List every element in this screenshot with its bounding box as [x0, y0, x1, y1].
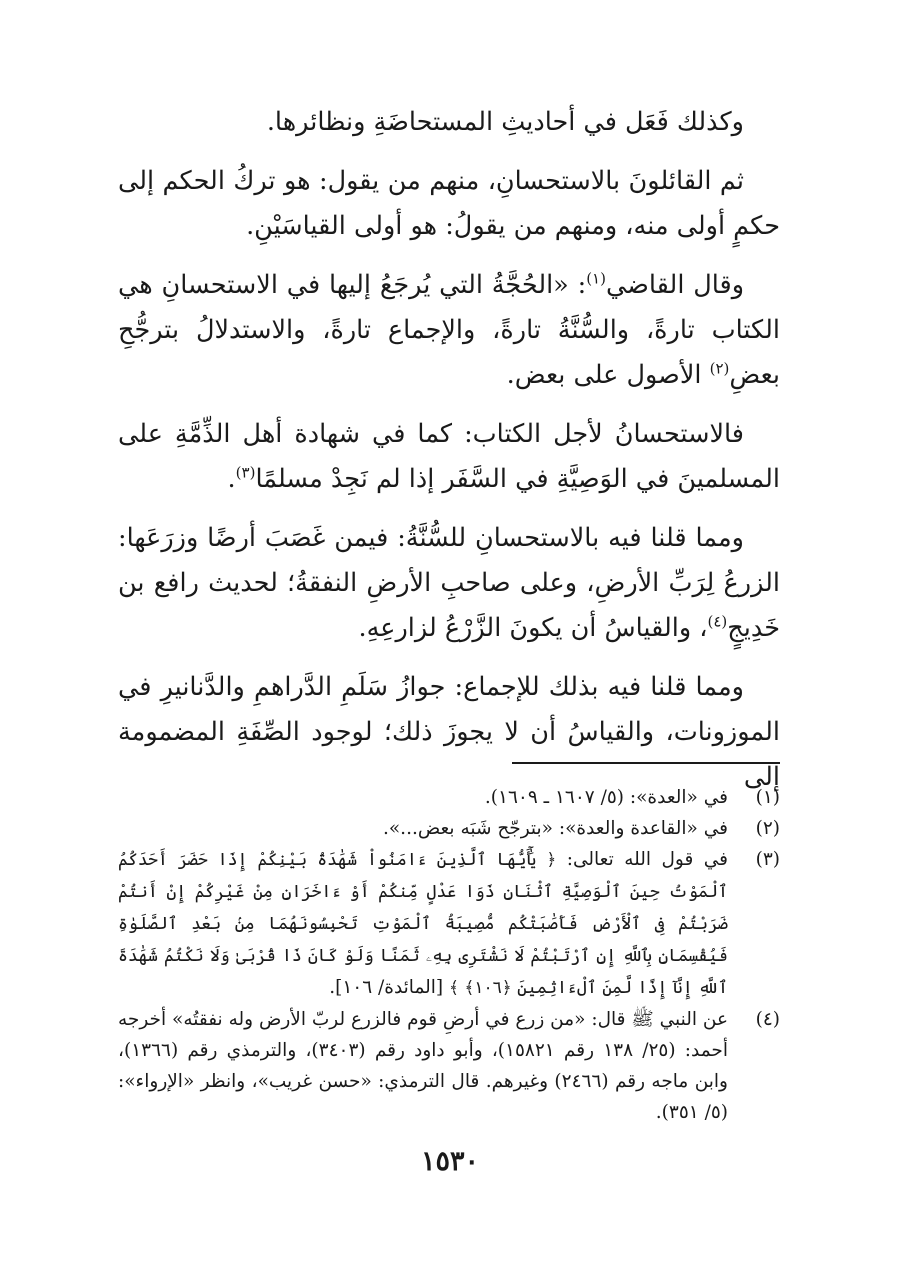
- footnote-4: [118, 1004, 780, 1128]
- page-number: ١٥٣٠: [420, 1146, 479, 1177]
- footnotes: [118, 782, 780, 1128]
- paragraph-2: ثم القائلونَ بالاستحسانِ، منهم من يقول: هو تركُ الحكم إلى حكمٍ أولى منه، ومنهم من يقولُ: هو أولى القياسَيْنِ.: [118, 166, 780, 241]
- footnote-number: (٣): [755, 849, 780, 870]
- footnote-number: (١): [755, 787, 780, 808]
- footnote-divider: [512, 762, 780, 764]
- paragraph-3: وقال القاضي$^{(١)}$: «الحُجَّةُ التي يُرجَعُ إليها في الاستحسانِ هي الكتاب تارةً، والسُّنَّةُ تارةً، والإجماع تارةً، والاستدلالُ بترجُّحِ بعضِ$^{(٢)}$ الأصول على بعض.: [118, 269, 780, 390]
- footnote-text: في «القاعدة والعدة»: «بترجّح شَبَه بعض...».: [382, 818, 728, 839]
- footnote-number: (٢): [755, 818, 780, 839]
- quran-verse: ﴿ يَٰٓأَيُّهَا ٱلَّذِينَ ءَامَنُواْ شَهَٰدَةُ بَيْنِكُمْ إِذَا حَضَرَ أَحَدَكُمُ ٱلْمَوْتُ حِينَ ٱلْوَصِيَّةِ ٱثْنَانِ ذَوَا عَدْلٍ مِّنكُمْ أَوْ ءَاخَرَانِ مِنْ غَيْرِكُمْ إِنْ أَنتُمْ ضَرَبْتُمْ فِى ٱلْأَرْضِ فَأَصَٰبَتْكُم مُّصِيبَةُ ٱلْمَوْتِ تَحْبِسُونَهُمَا مِنۢ بَعْدِ ٱلصَّلَوٰةِ فَيُقْسِمَانِ بِٱللَّهِ إِنِ ٱرْتَبْتُمْ لَا نَشْتَرِى بِهِۦ ثَمَنًا وَلَوْ كَانَ ذَا قُرْبَىٰ وَلَا نَكْتُمُ شَهَٰدَةَ ٱللَّهِ إِنَّآ إِذًا لَّمِنَ ٱلْءَاثِمِينَ ﴿١٠٦﴾ ﴾: [118, 850, 728, 998]
- footnote-text: عن النبي ﷺ قال: «من زرع في أرضِ قوم فالزرع لربّ الأرض وله نفقتُه» أخرجه أحمد: (٢٥/ ١٣٨ رقم ١٥٨٢١)، وأبو داود رقم (٣٤٠٣)، والترمذي رقم (١٣٦٦)، وابن ماجه رقم (٢٤٦٦) وغيرهم. قال الترمذي: «حسن غريب»، وانظر «الإرواء»: (٥/ ٣٥١).: [118, 1009, 728, 1123]
- main-text: [118, 100, 780, 814]
- footnote-marker-3[interactable]: (٣): [235, 463, 256, 482]
- paragraph-4: فالاستحسانُ لأجل الكتاب: كما في شهادة أهل الذِّمَّةِ على المسلمينَ في الوَصِيَّةِ في السَّفَر إذا لم نَجِدْ مسلمًا$^{(٣)}$.: [118, 419, 780, 494]
- verse-reference: [المائدة/ ١٠٦].: [329, 977, 450, 998]
- footnote-number: (٤): [755, 1009, 780, 1030]
- footnote-text: في «العدة»: (٥/ ١٦٠٧ ـ ١٦٠٩).: [484, 787, 728, 808]
- paragraph-5: ومما قلنا فيه بالاستحسانِ للسُّنَّةُ: فيمن غَصَبَ أرضًا وزرَعَها: الزرعُ لِرَبِّ الأرضِ، وعلى صاحبِ الأرضِ النفقةُ؛ لحديث رافع بن خَدِيجٍ$^{(٤)}$، والقياسُ أن يكونَ الزَّرْعُ لزارعِهِ.: [118, 523, 780, 643]
- footnote-text: في قول الله تعالى: ﴿ يَٰٓأَيُّهَا ٱلَّذِينَ ءَامَنُواْ شَهَٰدَةُ بَيْنِكُمْ إِذَا حَضَرَ أَحَدَكُمُ ٱلْمَوْتُ حِينَ ٱلْوَصِيَّةِ ٱثْنَانِ ذَوَا عَدْلٍ مِّنكُمْ أَوْ ءَاخَرَانِ مِنْ غَيْرِكُمْ إِنْ أَنتُمْ ضَرَبْتُمْ فِى ٱلْأَرْضِ فَأَصَٰبَتْكُم مُّصِيبَةُ ٱلْمَوْتِ تَحْبِسُونَهُمَا مِنۢ بَعْدِ ٱلصَّلَوٰةِ فَيُقْسِمَانِ بِٱللَّهِ إِنِ ٱرْتَبْتُمْ لَا نَشْتَرِى بِهِۦ ثَمَنًا وَلَوْ كَانَ ذَا قُرْبَىٰ وَلَا نَكْتُمُ شَهَٰدَةَ ٱللَّهِ إِنَّآ إِذًا لَّمِنَ ٱلْءَاثِمِينَ ﴿١٠٦﴾ ﴾ [المائدة/ ١٠٦].: [118, 849, 728, 998]
- footnote-1: [118, 782, 780, 813]
- footnote-2: [118, 813, 780, 844]
- footnote-marker-1[interactable]: (١): [586, 269, 606, 288]
- footnote-marker-2[interactable]: (٢): [709, 359, 730, 378]
- paragraph-1: وكذلك فَعَل في أحاديثِ المستحاضَةِ ونظائرها.: [266, 107, 744, 137]
- footnote-marker-4[interactable]: (٤): [707, 612, 728, 631]
- paragraph-6: ومما قلنا فيه بذلك للإجماع: جوازُ سَلَمِ الدَّراهمِ والدَّنانيرِ في الموزونات، والقياسُ أن لا يجوزَ ذلك؛ لوجود الصِّفَةِ المضمومة إلى: [118, 672, 780, 792]
- footnote-3: [118, 844, 780, 1004]
